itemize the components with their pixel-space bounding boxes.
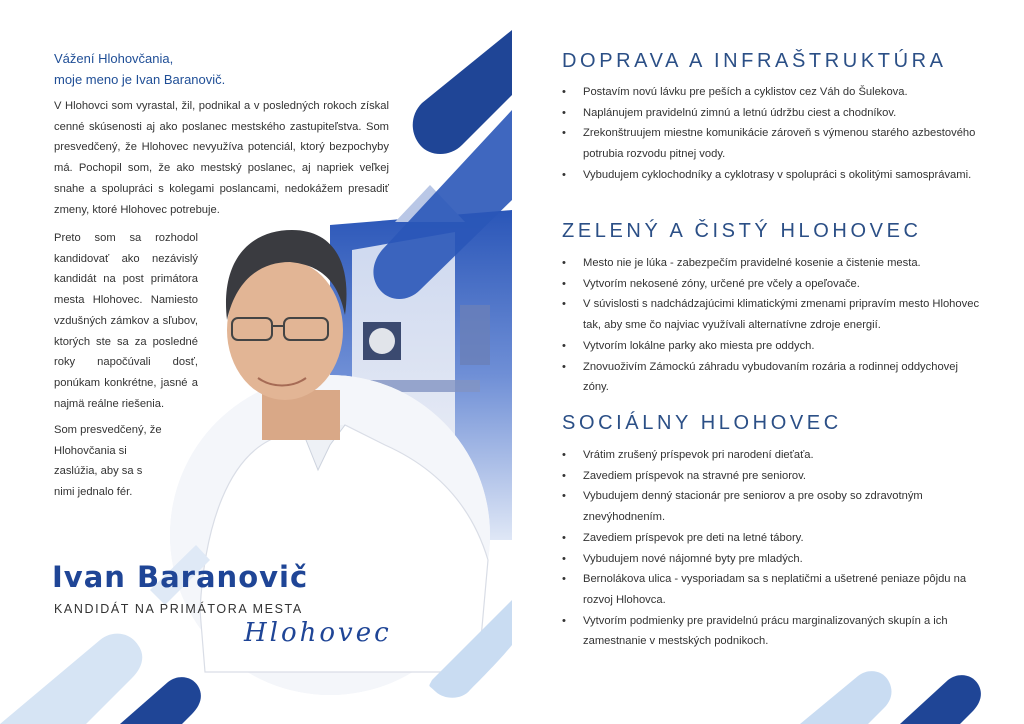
- intro-paragraph: V Hlohovci som vyrastal, žil, podnikal a v posledných rokoch získal cenné skúsenosti aj ako poslanec mestského zastupiteľstva. Som presvedčený, že Hlohovec nevyužíva potenciál, ktorý bezpochyby má. Pochopil som, že ako mestský poslanec, aj napriek veľkej snahe a spolupráci s kolegami poslancami, nedokážem presadiť zmeny, ktoré Hlohovec potrebuje.: [54, 100, 389, 216]
- bullet-icon: •: [562, 86, 566, 98]
- bullet-icon: •: [562, 614, 566, 627]
- list-item: [562, 611, 982, 652]
- list-item: [562, 528, 982, 549]
- list-item-text: Znovuoživím Zámockú záhradu vybudovaním rozária a rodinnej oddychovej zóny.: [583, 360, 958, 394]
- bullet-icon: •: [562, 531, 566, 544]
- list-item: [562, 357, 982, 398]
- list-item-text: Vybudujem cyklochodníky a cyklotrasy v spolupráci s okolitými samosprávami.: [583, 168, 972, 181]
- list-item-text: Vybudujem denný stacionár pre seniorov a pre osoby so zdravotným znevýhodnením.: [583, 490, 923, 524]
- list-item: [562, 274, 982, 295]
- list-item-text: Vytvorím podmienky pre pravidelnú prácu marginalizovaných skupín a ich zamestnanie v mestských podnikoch.: [583, 614, 948, 648]
- bullet-icon: •: [562, 360, 566, 373]
- list-item: [562, 549, 982, 570]
- list-item: [562, 294, 982, 335]
- greeting-line-1: Vážení Hlohovčania,: [54, 51, 174, 66]
- section-list-green: [562, 253, 982, 398]
- bullet-icon: •: [562, 573, 566, 586]
- bullet-icon: •: [562, 490, 566, 503]
- bullet-icon: •: [562, 339, 566, 352]
- closing-paragraph: Som presvedčený, že Hlohovčania si zaslúžia, aby sa s nimi jednalo fér.: [54, 424, 162, 499]
- section-title-transport: DOPRAVA A INFRAŠTRUKTÚRA: [562, 50, 947, 72]
- bullet-icon: •: [562, 106, 566, 119]
- list-item-text: Vytvorím lokálne parky ako miesta pre oddych.: [583, 339, 815, 352]
- greeting-line-2: moje meno je Ivan Baranovič.: [54, 72, 226, 87]
- list-item-text: Vytvorím nekosené zóny, určené pre včely a opeľovače.: [583, 277, 860, 290]
- list-item: [562, 466, 982, 487]
- bullet-icon: •: [562, 469, 566, 482]
- bullet-icon: •: [562, 298, 566, 311]
- list-item-text: Mesto nie je lúka - zabezpečím pravidelné kosenie a čistenie mesta.: [583, 257, 921, 269]
- list-item: [562, 569, 982, 610]
- list-item: [562, 253, 982, 274]
- list-item-text: Zrekonštruujem miestne komunikácie zároveň s výmenou starého azbestového potrubia rozvodu pitnej vody.: [583, 127, 976, 161]
- list-item-text: Zavediem príspevok pre deti na letné tábory.: [583, 531, 804, 544]
- candidate-subtitle: KANDIDÁT NA PRIMÁTORA MESTA: [54, 602, 303, 616]
- bullet-icon: •: [562, 168, 566, 181]
- bullet-icon: •: [562, 257, 566, 269]
- decision-paragraph: Preto som sa rozhodol kandidovať ako nezávislý kandidát na post primátora mesta Hlohovec. Namiesto vzdušných zámkov a sľubov, ktorých ste sa za posledné roky napočúvali dosť, ponúkam konkrétne, jasné a najmä reálne riešenia.: [54, 232, 198, 410]
- bullet-icon: •: [562, 277, 566, 290]
- section-list-transport: [562, 82, 982, 186]
- list-item-text: Postavím novú lávku pre peších a cyklistov cez Váh do Šulekova.: [583, 86, 908, 98]
- section-title-green: ZELENÝ A ČISTÝ HLOHOVEC: [562, 220, 922, 242]
- list-item: [562, 165, 982, 186]
- list-item: [562, 486, 982, 527]
- greeting: [54, 48, 394, 90]
- candidate-city: Hlohovec: [244, 618, 392, 648]
- section-list-social: [562, 445, 982, 652]
- list-item: [562, 103, 982, 124]
- list-item-text: Naplánujem pravidelnú zimnú a letnú údržbu ciest a chodníkov.: [583, 106, 897, 119]
- bullet-icon: •: [562, 127, 566, 140]
- list-item: [562, 336, 982, 357]
- list-item-text: V súvislosti s nadchádzajúcimi klimatickými zmenami pripravím mesto Hlohovec tak, aby sme čo najviac využívali alternatívne zdroje energií.: [583, 298, 980, 332]
- section-title-social: SOCIÁLNY HLOHOVEC: [562, 412, 842, 434]
- bullet-icon: •: [562, 449, 566, 461]
- list-item: [562, 82, 982, 103]
- list-item-text: Bernolákova ulica - vysporiadam sa s neplatičmi a ušetrené peniaze pôjdu na rozvoj Hlohovca.: [583, 573, 967, 606]
- bullet-icon: •: [562, 552, 566, 565]
- list-item-text: Vybudujem nové nájomné byty pre mladých.: [583, 552, 803, 565]
- list-item-text: Zavediem príspevok na stravné pre seniorov.: [583, 469, 807, 482]
- candidate-name: Ivan Baranovič: [52, 560, 309, 594]
- list-item: [562, 445, 982, 466]
- list-item-text: Vrátim zrušený príspevok pri narodení dieťaťa.: [583, 449, 814, 461]
- list-item: [562, 123, 982, 164]
